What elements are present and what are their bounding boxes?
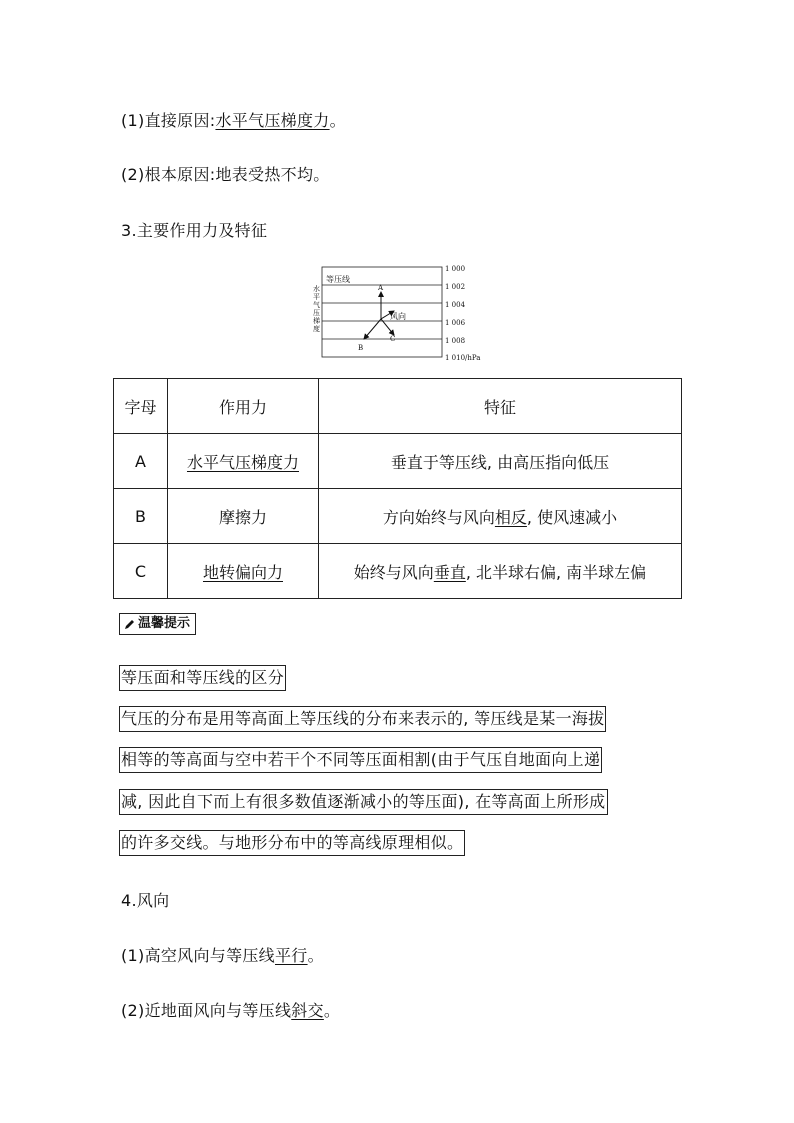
ylabel-char: 度 [313, 325, 320, 333]
upper-wind-text: (1)高空风向与等压线 [121, 946, 275, 965]
forces-table [113, 378, 682, 599]
pressure-value: 1 008 [445, 337, 466, 345]
row-feature-text: 垂直于等压线, 由高压指向低压 [390, 452, 610, 472]
row-feature-text: 始终与风向 [353, 562, 434, 582]
section4-heading: 4.风向 [121, 891, 170, 910]
row-feature-underline: 垂直 [433, 562, 466, 582]
wind-force-diagram [308, 262, 488, 362]
row-force-text: 摩擦力 [218, 507, 267, 527]
label-wind: 风向 [390, 312, 406, 321]
ylabel-chars [313, 284, 320, 333]
table-row [114, 489, 682, 544]
row-feature [319, 544, 682, 599]
row-letter: B [114, 489, 168, 544]
table-row [114, 434, 682, 489]
table-header-row [114, 379, 682, 434]
row-force-text: 水平气压梯度力 [186, 452, 299, 472]
direct-cause-prefix: (1)直接原因: [121, 111, 216, 130]
row-force [168, 434, 319, 489]
table-header: 特征 [319, 379, 682, 434]
ylabel-char: 压 [313, 309, 320, 317]
pencil-icon [124, 619, 135, 630]
row-feature-underline: 相反 [494, 507, 527, 527]
table-header: 字母 [114, 379, 168, 434]
surface-wind-text: (2)近地面风向与等压线 [121, 1001, 292, 1020]
label-c: C [390, 335, 396, 343]
isobar-label: 等压线 [326, 275, 350, 284]
ylabel-char: 水 [313, 285, 320, 293]
force-b-arrow [364, 319, 381, 339]
table-row [114, 544, 682, 599]
direct-cause-answer: 水平气压梯度力 [215, 111, 330, 130]
row-feature [319, 434, 682, 489]
pressure-values [445, 265, 480, 362]
tip-label: 温馨提示 [138, 616, 191, 631]
tip-body-line: 减, 因此自下而上有很多数值逐渐减小的等压面), 在等高面上所形成 [119, 789, 608, 815]
upper-wind-answer: 平行 [274, 946, 308, 965]
surface-wind-answer: 斜交 [291, 1001, 324, 1020]
row-letter: C [114, 544, 168, 599]
pressure-value: 1 004 [445, 301, 466, 309]
surface-wind-end: 。 [323, 1001, 341, 1020]
row-letter: A [114, 434, 168, 489]
row-feature-text: , 使风速减小 [526, 507, 618, 527]
row-force [168, 544, 319, 599]
tip-body-line: 相等的等高面与空中若干个不同等压面相割(由于气压自地面向上递 [119, 747, 602, 773]
section3-heading: 3.主要作用力及特征 [121, 221, 268, 240]
row-force-text: 地转偏向力 [202, 562, 283, 582]
row-feature-text: , 北半球右偏, 南半球左偏 [465, 562, 647, 582]
label-b: B [358, 344, 364, 352]
upper-wind-line [121, 943, 324, 966]
root-cause-line: (2)根本原因:地表受热不均。 [121, 165, 330, 184]
direct-cause-end: 。 [329, 111, 346, 130]
table-header: 作用力 [168, 379, 319, 434]
pressure-value: 1 006 [445, 319, 466, 327]
ylabel-char: 气 [313, 301, 320, 309]
tip-body-line: 气压的分布是用等高面上等压线的分布来表示的, 等压线是某一海拔 [119, 706, 606, 732]
ylabel-char: 梯 [313, 317, 320, 325]
row-force [168, 489, 319, 544]
label-a: A [378, 284, 384, 292]
row-feature [319, 489, 682, 544]
surface-wind-line [121, 998, 340, 1021]
row-feature-text: 方向始终与风向 [382, 507, 495, 527]
pressure-value: 1 010/hPa [445, 354, 481, 362]
direct-cause-line [121, 108, 346, 131]
pressure-value: 1 002 [445, 283, 466, 291]
pressure-value: 1 000 [445, 265, 466, 273]
ylabel-char: 平 [313, 293, 320, 301]
tip-title: 等压面和等压线的区分 [119, 665, 286, 691]
tip-body-line: 的许多交线。与地形分布中的等高线原理相似。 [119, 830, 465, 856]
upper-wind-end: 。 [307, 946, 324, 965]
tip-badge [119, 613, 196, 635]
